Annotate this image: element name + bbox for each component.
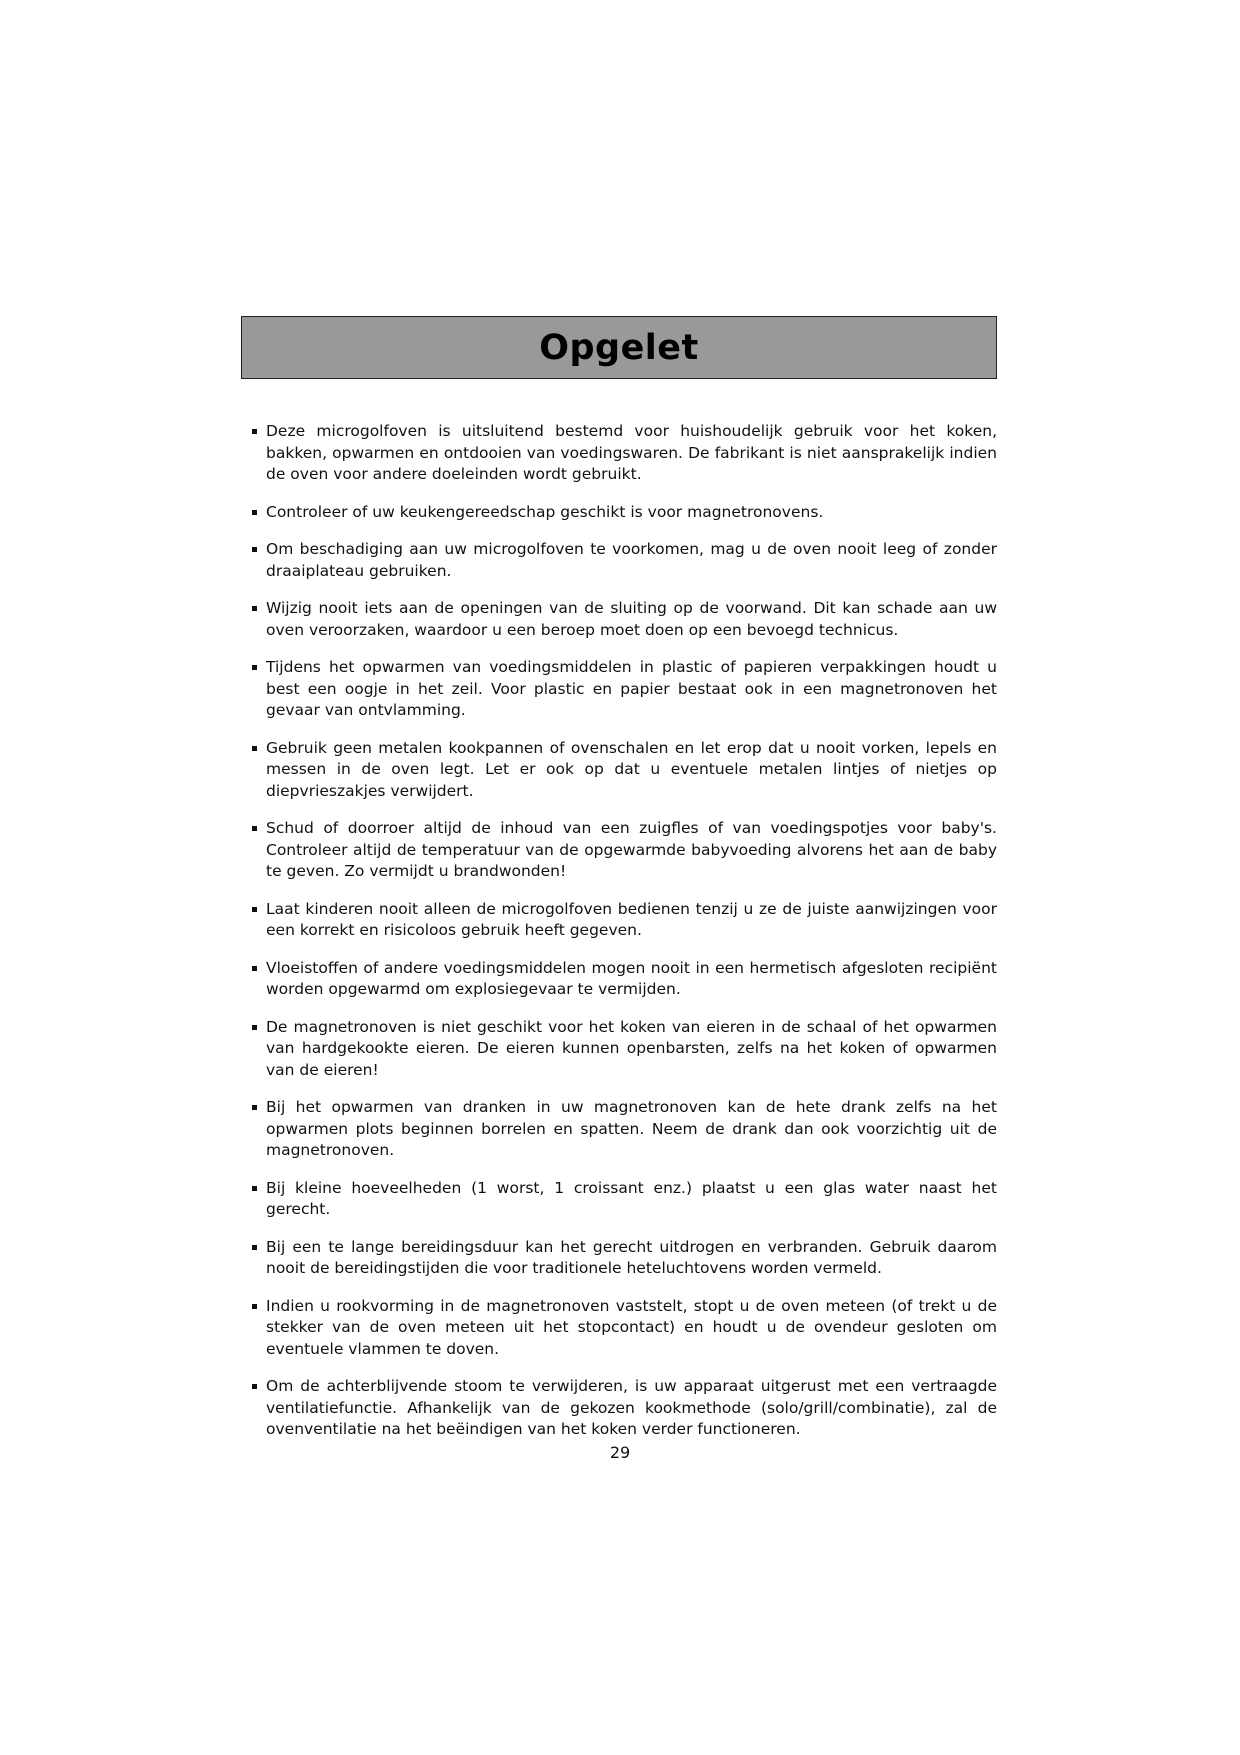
list-item bbox=[250, 958, 997, 1001]
page-number: 29 bbox=[609, 1443, 631, 1462]
bullet-icon bbox=[252, 547, 257, 552]
list-item-text: Deze microgolfoven is uitsluitend bestemd voor huishoudelijk gebruik voor het koken, bakken, opwarmen en ontdooien van voedingswaren. De fabrikant is niet aansprakelijk indien de oven voor andere doeleinden wordt gebruikt. bbox=[266, 422, 997, 483]
bullet-icon bbox=[252, 429, 257, 434]
bullet-icon bbox=[252, 1245, 257, 1250]
bullet-icon bbox=[252, 1105, 257, 1110]
list-item bbox=[250, 421, 997, 486]
list-item-text: Controleer of uw keukengereedschap geschikt is voor magnetronovens. bbox=[266, 502, 824, 521]
bullet-icon bbox=[252, 826, 257, 831]
bullet-icon bbox=[252, 966, 257, 971]
list-item bbox=[250, 1237, 997, 1280]
list-item bbox=[250, 657, 997, 722]
bullet-icon bbox=[252, 1304, 257, 1309]
list-item bbox=[250, 1017, 997, 1082]
list-item-text: Laat kinderen nooit alleen de microgolfoven bedienen tenzij u ze de juiste aanwijzingen voor een korrekt en risicoloos gebruik heeft gegeven. bbox=[266, 899, 997, 939]
bullet-icon bbox=[252, 606, 257, 611]
list-item-text: Bij kleine hoeveelheden (1 worst, 1 croissant enz.) plaatst u een glas water naast het gerecht. bbox=[266, 1178, 997, 1218]
bullet-icon bbox=[252, 1025, 257, 1030]
list-item-text: Indien u rookvorming in de magnetronoven vaststelt, stopt u de oven meteen (of trekt u de stekker van de oven meteen uit het stopcontact) en houdt u de ovendeur gesloten om eventuele vlammen te doven. bbox=[266, 1296, 997, 1358]
list-item-text: Schud of doorroer altijd de inhoud van een zuigfles of van voedingspotjes voor baby's. Controleer altijd de temperatuur van de opgewarmde babyvoeding alvorens het aan de baby te geven. Zo vermijdt u brandwonden! bbox=[266, 819, 997, 880]
list-item bbox=[250, 502, 997, 524]
list-item bbox=[250, 1097, 997, 1162]
list-item bbox=[250, 598, 997, 641]
bullet-icon bbox=[252, 907, 257, 912]
list-item-text: Vloeistoffen of andere voedingsmiddelen mogen nooit in een hermetisch afgesloten recipiënt worden opgewarmd om explosiegevaar te vermijden. bbox=[266, 958, 997, 998]
list-item-text: Tijdens het opwarmen van voedingsmiddelen in plastic of papieren verpakkingen houdt u best een oogje in het zeil. Voor plastic en papier bestaat ook in een magnetronoven het gevaar van ontvlamming. bbox=[266, 658, 997, 719]
list-item-text: Om beschadiging aan uw microgolfoven te voorkomen, mag u de oven nooit leeg of zonder draaiplateau gebruiken. bbox=[266, 540, 997, 580]
bullet-icon bbox=[252, 510, 257, 515]
list-item-text: Bij het opwarmen van dranken in uw magnetronoven kan de hete drank zelfs na het opwarmen plots beginnen borrelen en spatten. Neem de drank dan ook voorzichtig uit de magnetronoven. bbox=[266, 1098, 997, 1159]
bullet-icon bbox=[252, 665, 257, 670]
list-item bbox=[250, 539, 997, 582]
list-item bbox=[250, 1376, 997, 1441]
bullet-icon bbox=[252, 746, 257, 751]
list-item-text: De magnetronoven is niet geschikt voor het koken van eieren in de schaal of het opwarmen van hardgekookte eieren. De eieren kunnen openbarsten, zelfs na het koken of opwarmen van de eieren! bbox=[266, 1017, 997, 1079]
list-item-text: Wijzig nooit iets aan de openingen van de sluiting op de voorwand. Dit kan schade aan uw oven veroorzaken, waardoor u een beroep moet doen op een bevoegd technicus. bbox=[266, 599, 997, 639]
bullet-icon bbox=[252, 1186, 257, 1191]
list-item-text: Bij een te lange bereidingsduur kan het gerecht uitdrogen en verbranden. Gebruik daarom nooit de bereidingstijden die voor traditionele heteluchtovens worden vermeld. bbox=[266, 1237, 997, 1277]
list-item bbox=[250, 899, 997, 942]
page-title: Opgelet bbox=[539, 327, 699, 368]
warning-list bbox=[250, 421, 997, 1457]
list-item bbox=[250, 738, 997, 803]
list-item-text: Gebruik geen metalen kookpannen of ovenschalen en let erop dat u nooit vorken, lepels en messen in de oven legt. Let er ook op dat u eventuele metalen lintjes of nietjes op diepvrieszakjes verwijdert. bbox=[266, 738, 997, 800]
list-item bbox=[250, 1178, 997, 1221]
title-banner bbox=[241, 316, 997, 379]
list-item-text: Om de achterblijvende stoom te verwijderen, is uw apparaat uitgerust met een vertraagde ventilatiefunctie. Afhankelijk van de gekozen kookmethode (solo/grill/combinatie), zal de ovenventilatie na het beëindigen van het koken verder functioneren. bbox=[266, 1377, 997, 1438]
list-item bbox=[250, 818, 997, 883]
bullet-icon bbox=[252, 1384, 257, 1389]
list-item bbox=[250, 1296, 997, 1361]
